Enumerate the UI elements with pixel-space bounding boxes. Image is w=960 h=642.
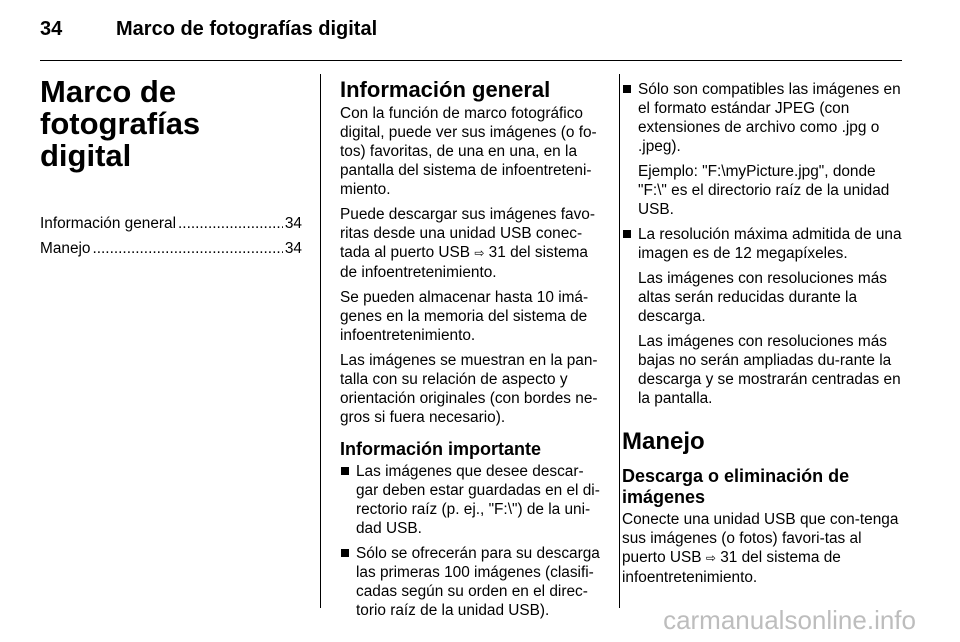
cross-reference-arrow-icon: ⇨ [474, 246, 485, 260]
page-header [40, 18, 377, 41]
bullet-square-icon [623, 85, 631, 93]
page-number: 34 [40, 18, 63, 40]
paragraph: Se pueden almacenar hasta 10 imá-genes en la memoria del sistema de infoentretenimiento. [340, 289, 589, 344]
column-divider-2 [619, 74, 620, 608]
middle-column [340, 70, 602, 626]
bullet-item [340, 462, 602, 538]
bullet-square-icon [623, 230, 631, 238]
paragraph-text: Puede descargar sus imágenes favo-ritas desde una unidad USB conec-tada al puerto USB [340, 206, 595, 261]
column-divider-1 [320, 74, 321, 608]
header-rule [40, 60, 902, 61]
bullet-square-icon [341, 549, 349, 557]
toc-page: 34 [284, 215, 302, 232]
paragraph-text: 31 del sistema de infoentretenimiento. [340, 244, 588, 281]
subsection-heading: Descarga o eliminación de imágenes [622, 466, 850, 507]
paragraph-text: Conecte una unidad USB que con-tenga sus imágenes (o fotos) favori-tas al puerto USB [622, 511, 899, 566]
table-of-contents [40, 214, 302, 258]
toc-page: 34 [284, 240, 302, 257]
bullet-subtext: Ejemplo: "F:\myPicture.jpg", donde "F:\" es el directorio raíz de la unidad USB. [638, 163, 890, 218]
chapter-title [40, 76, 302, 172]
section-heading-manejo: Manejo [622, 428, 705, 455]
paragraph: Con la función de marco fotográfico digital, puede ver sus imágenes (o fo-tos) favoritas, de una en una, en la pantalla del sistema de infoentreteni-miento. [340, 105, 597, 198]
toc-label: Información general [40, 215, 177, 232]
paragraph-text: 31 del sistema de infoentretenimiento. [622, 549, 841, 586]
paragraph [340, 205, 602, 282]
bullet-subtext: Las imágenes con resoluciones más altas serán reducidas durante la descarga. [638, 270, 887, 325]
bullet-item [622, 225, 902, 408]
bullet-text: Las imágenes que desee descar-gar deben estar guardadas en el di-rectorio raíz (p. ej., "F:\") de la uni-dad USB. [356, 463, 600, 537]
section-heading-general: Información general [340, 77, 551, 102]
toc-leader [178, 214, 283, 233]
bullet-item [340, 544, 602, 620]
paragraph [622, 510, 902, 587]
cross-reference-arrow-icon: ⇨ [705, 551, 716, 565]
toc-leader [92, 239, 282, 258]
header-title: Marco de fotografías digital [116, 18, 378, 40]
bullet-text: La resolución máxima admitida de una imagen es de 12 megapíxeles. [638, 226, 902, 262]
watermark: carmanualsonline.info [663, 605, 916, 635]
bullet-item [622, 80, 902, 219]
right-column [622, 70, 902, 593]
section-heading-important: Información importante [340, 439, 542, 459]
chapter-title-line1: Marco de fotografías [40, 74, 201, 141]
paragraph: Las imágenes se muestran en la pan-talla con su relación de aspecto y orientación originales (con bordes ne-gros si fuera necesario). [340, 352, 598, 426]
toc-entry[interactable] [40, 239, 302, 258]
bullet-square-icon [341, 467, 349, 475]
bullet-text: Sólo son compatibles las imágenes en el formato estándar JPEG (con extensiones de archivo como .jpg o .jpeg). [638, 81, 901, 155]
left-column [40, 70, 302, 264]
bullet-text: Sólo se ofrecerán para su descarga las primeras 100 imágenes (clasifi-cadas según su orden en el direc-torio raíz de la unidad USB). [356, 545, 600, 619]
toc-entry[interactable] [40, 214, 302, 233]
toc-label: Manejo [40, 240, 91, 257]
bullet-subtext: Las imágenes con resoluciones más bajas no serán ampliadas du-rante la descarga y se mostrarán centradas en la pantalla. [638, 333, 901, 407]
chapter-title-line2: digital [40, 138, 132, 173]
